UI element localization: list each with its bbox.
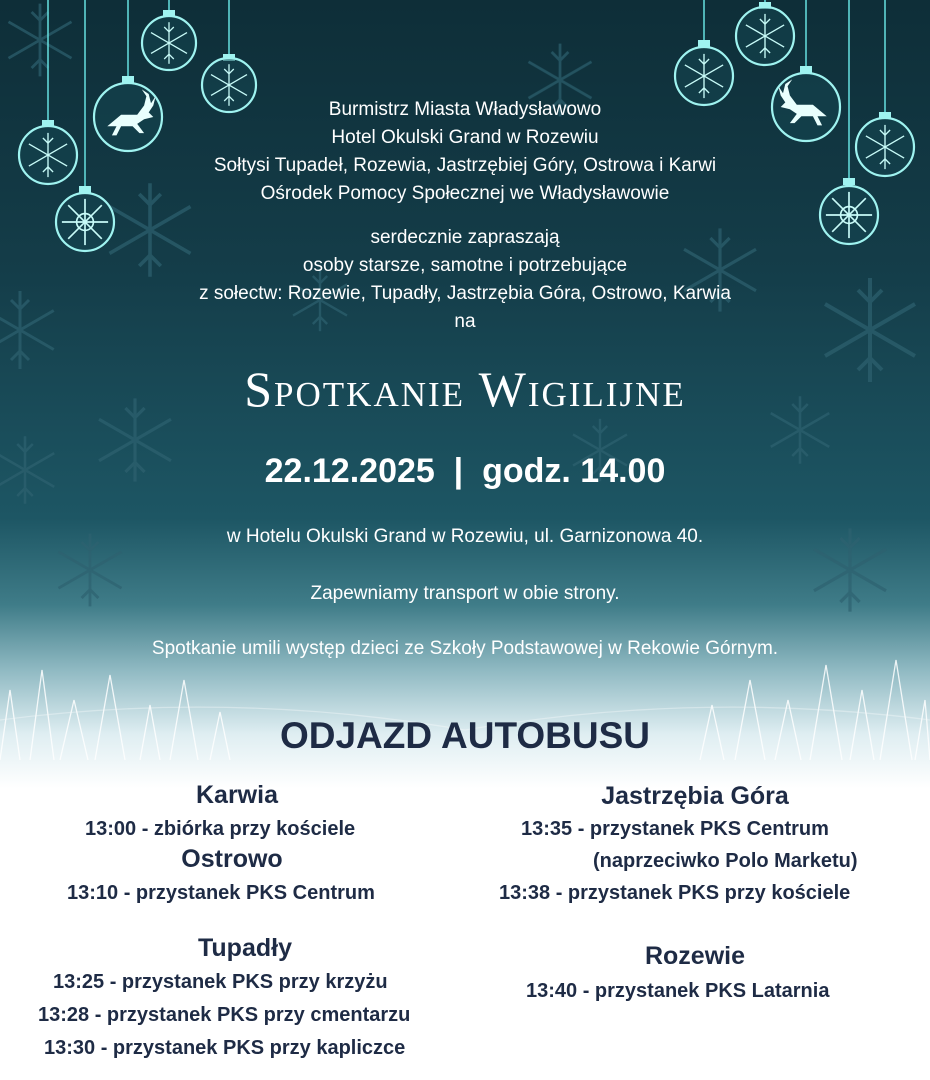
stop-time-line: 13:30 - przystanek PKS przy kapliczce [44, 1037, 406, 1059]
ornament-snowflake-icon [675, 0, 733, 105]
organizers-block [0, 96, 930, 336]
invitation-line: osoby starsze, samotne i potrzebujące [302, 255, 628, 276]
stop-time-line: 13:10 - przystanek PKS Centrum [67, 882, 375, 904]
invitation-line: serdecznie zapraszają [370, 227, 560, 248]
event-title: Spotkanie Wigilijne [244, 361, 686, 417]
performance-note: Spotkanie umili występ dzieci ze Szkoły Podstawowej w Rekowie Górnym. [151, 638, 779, 659]
stop-name-jastrzebia-gora: Jastrzębia Góra [601, 782, 789, 810]
event-location: w Hotelu Okulski Grand w Rozewiu, ul. Garnizonowa 40. [226, 526, 704, 547]
organizer-line: Burmistrz Miasta Władysławowo [328, 99, 602, 120]
organizer-line: Hotel Okulski Grand w Rozewiu [331, 127, 599, 148]
stop-name-rozewie: Rozewie [644, 942, 746, 970]
organizer-line: Sołtysi Tupadeł, Rozewia, Jastrzębiej Góry, Ostrowa i Karwi [213, 155, 717, 176]
stop-time-line: 13:38 - przystanek PKS przy kościele [499, 882, 851, 904]
stop-time-line: 13:00 - zbiórka przy kościele [85, 818, 356, 840]
ornament-snowflake-icon [736, 0, 794, 65]
event-datetime: 22.12.2025 | godz. 14.00 [264, 452, 666, 490]
bus-departures-title: ODJAZD AUTOBUSU [279, 715, 651, 756]
stop-time-line: 13:28 - przystanek PKS przy cmentarzu [38, 1004, 411, 1026]
stop-time-line: 13:40 - przystanek PKS Latarnia [526, 980, 830, 1002]
stop-time-line: 13:35 - przystanek PKS Centrum [521, 818, 829, 840]
stop-time-line: (naprzeciwko Polo Marketu) [593, 850, 858, 872]
stop-name-karwia: Karwia [196, 781, 278, 809]
transport-note: Zapewniamy transport w obie strony. [310, 583, 620, 604]
invitation-line: na [454, 311, 476, 332]
ornament-snowflake-icon [142, 0, 196, 70]
stop-name-tupadly: Tupadły [198, 934, 292, 962]
organizer-line: Ośrodek Pomocy Społecznej we Władysławowie [260, 183, 670, 204]
stop-time-line: 13:25 - przystanek PKS przy krzyżu [53, 971, 388, 993]
stop-name-ostrowo: Ostrowo [181, 845, 283, 873]
invitation-line: z sołectw: Rozewie, Tupadły, Jastrzębia Góra, Ostrowo, Karwia [199, 283, 731, 304]
